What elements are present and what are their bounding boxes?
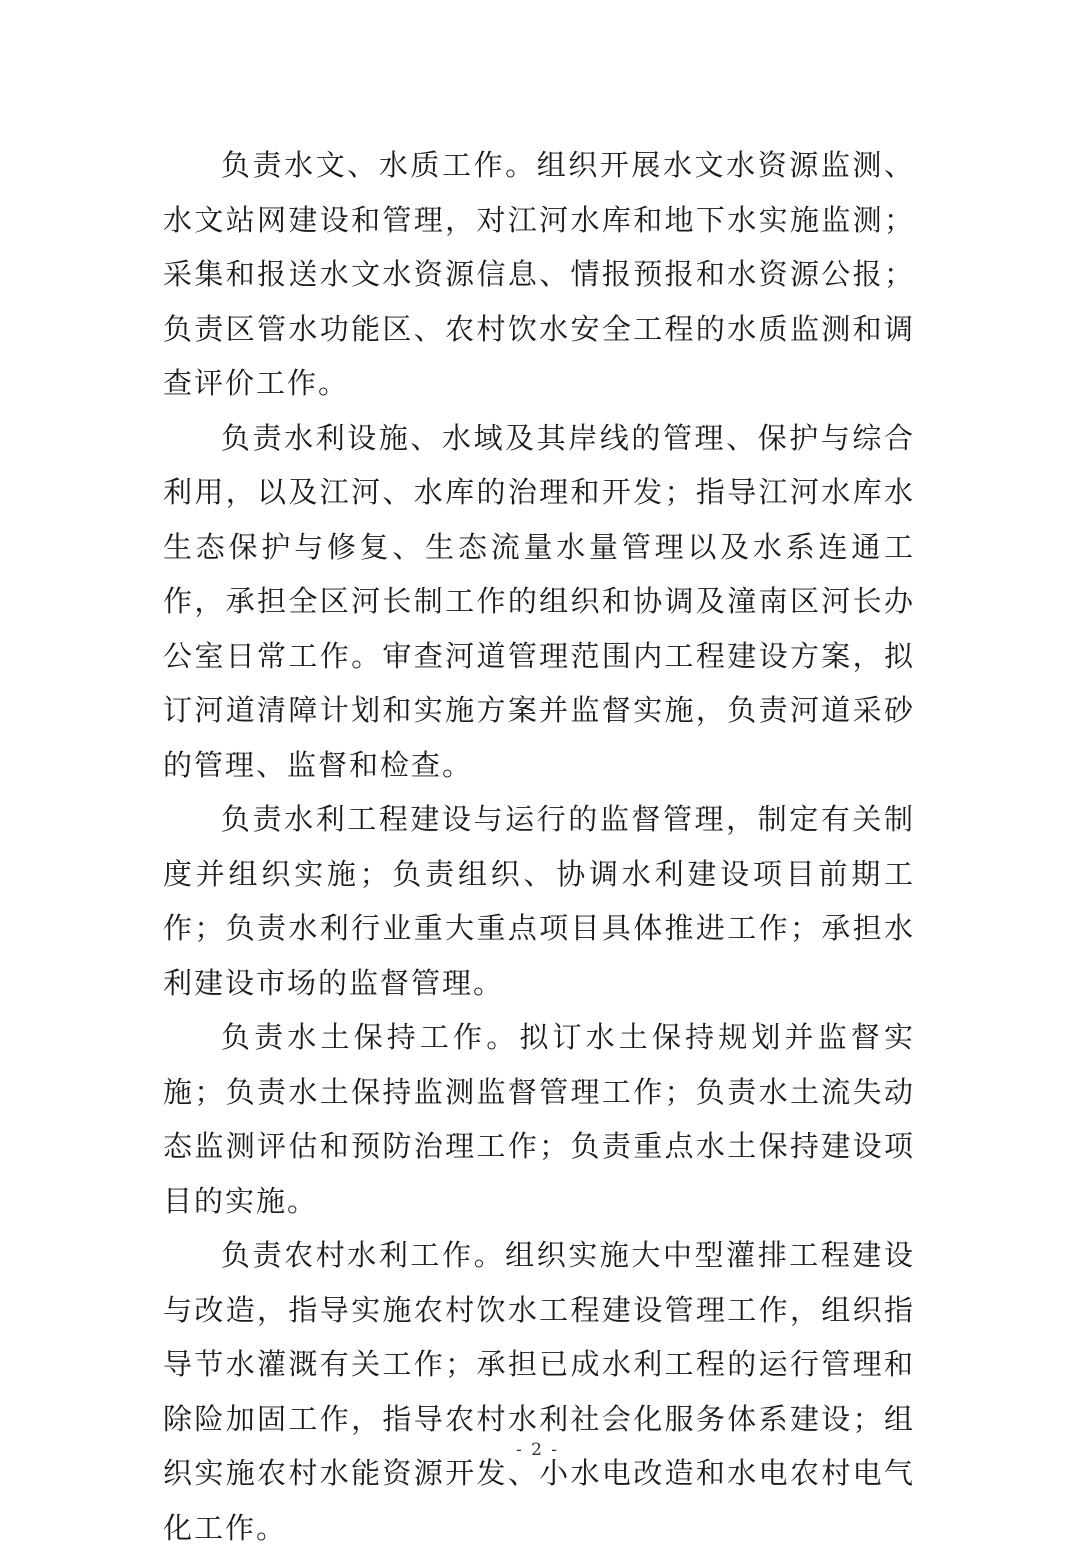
paragraph-engineering-supervision: 负责水利工程建设与运行的监督管理，制定有关制度并组织实施；负责组织、协调水利建设项目前期工作；负责水利行业重大重点项目具体推进工作；承担水利建设市场的监督管理。 [163,802,915,1000]
page-number: - 2 - [515,1440,560,1460]
paragraph-soil-conservation: 负责水土保持工作。拟订水土保持规划并监督实施；负责水土保持监测监督管理工作；负责水土流失动态监测评估和预防治理工作；负责重点水土保持建设项目的实施。 [163,1020,915,1218]
body-text [163,138,915,1555]
paragraph-rural-water: 负责农村水利工作。组织实施大中型灌排工程建设与改造，指导实施农村饮水工程建设管理工作，组织指导节水灌溉有关工作；承担已成水利工程的运行管理和除险加固工作，指导农村水利社会化服务体系建设；组织实施农村水能资源开发、小水电改造和水电农村电气化工作。 [163,1238,915,1545]
paragraph-hydrology: 负责水文、水质工作。组织开展水文水资源监测、水文站网建设和管理，对江河水库和地下水实施监测；采集和报送水文水资源信息、情报预报和水资源公报；负责区管水功能区、农村饮水安全工程的水质监测和调查评价工作。 [163,148,915,400]
paragraph-water-facilities: 负责水利设施、水域及其岸线的管理、保护与综合利用，以及江河、水库的治理和开发；指导江河水库水生态保护与修复、生态流量水量管理以及水系连通工作，承担全区河长制工作的组织和协调及潼南区河长办公室日常工作。审查河道管理范围内工程建设方案，拟订河道清障计划和实施方案并监督实施，负责河道采砂的管理、监督和检查。 [163,420,915,782]
